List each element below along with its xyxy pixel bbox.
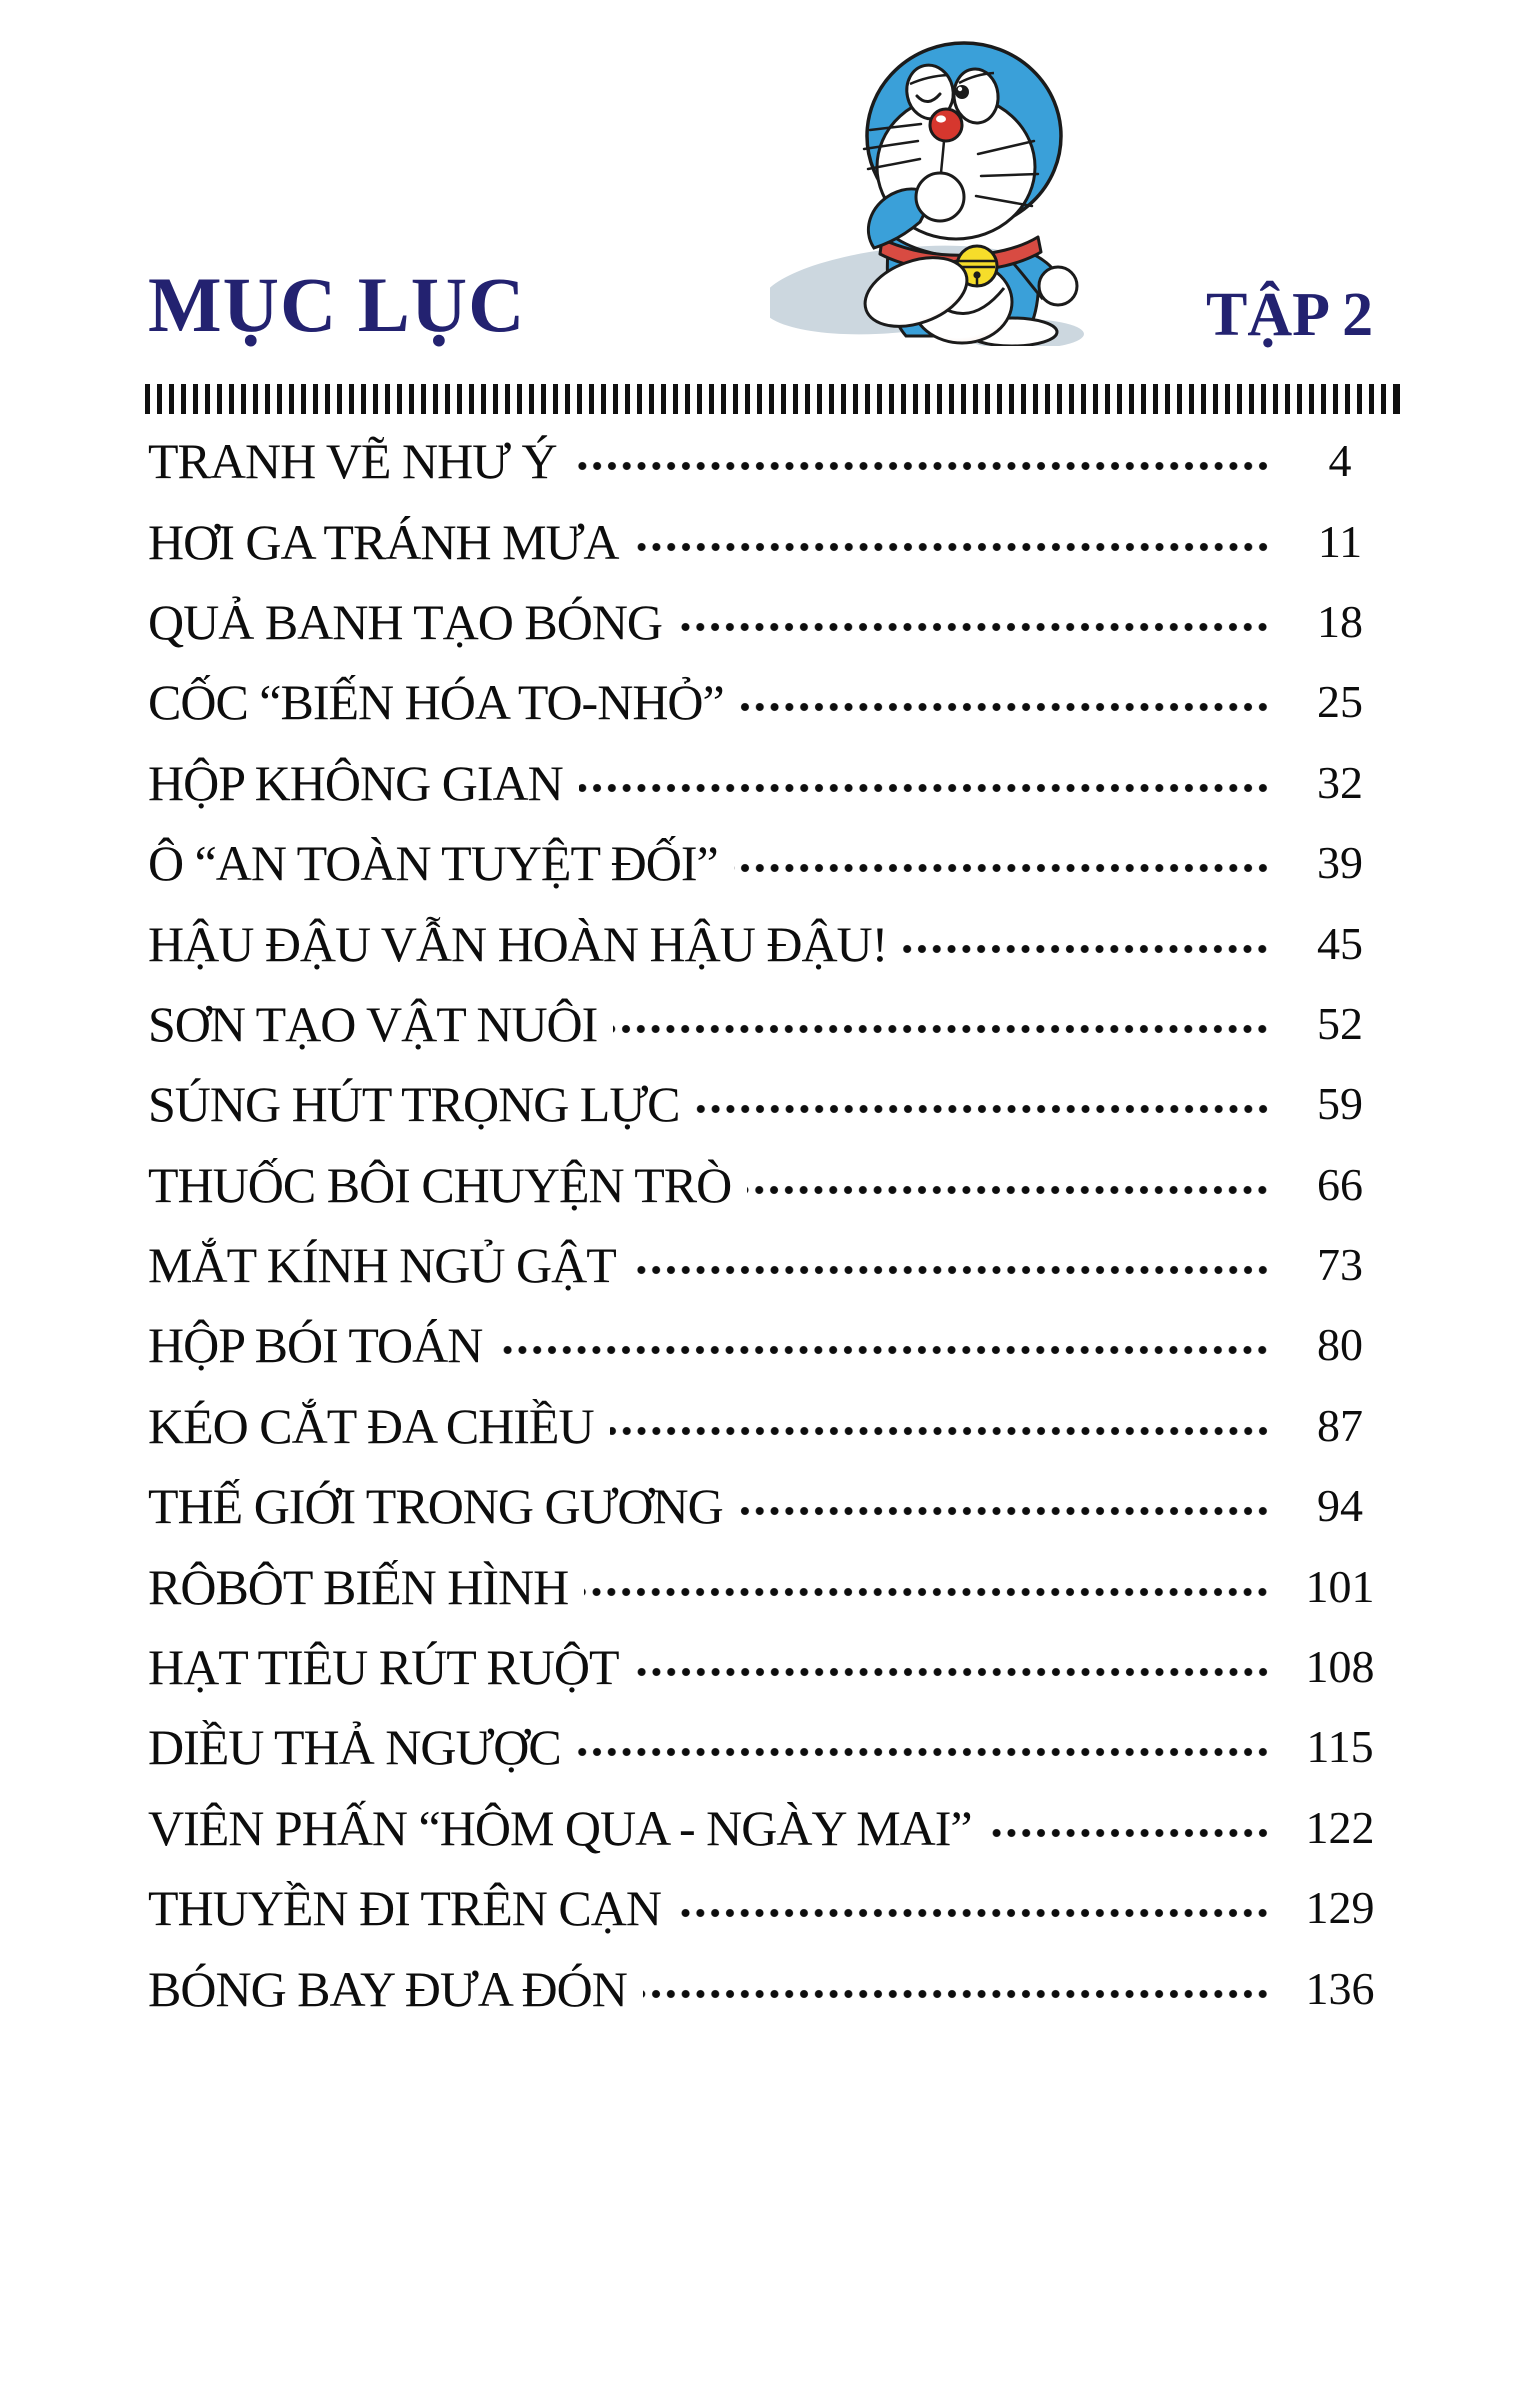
dot-leader [740, 701, 1270, 713]
toc-entry [148, 1868, 1396, 1948]
toc-entry-page-number: 11 [1317, 515, 1363, 567]
toc-entry [148, 1225, 1396, 1305]
toc-entry-title: CỐC “BIẾN HÓA TO-NHỎ” [148, 674, 724, 731]
toc-entry-page-number: 4 [1328, 435, 1352, 487]
dot-leader [739, 1505, 1270, 1517]
toc-entry [148, 1948, 1396, 2028]
dot-leader [577, 1746, 1270, 1758]
toc-list [148, 421, 1396, 2029]
toc-entry-page-number: 80 [1317, 1319, 1363, 1371]
toc-entry [148, 1707, 1396, 1787]
toc-entry [148, 1386, 1396, 1466]
toc-entry [148, 421, 1396, 501]
toc-entry-title: SÚNG HÚT TRỌNG LỰC [148, 1076, 680, 1133]
dot-leader [734, 862, 1270, 874]
toc-entry [148, 1627, 1396, 1707]
toc-entry [148, 662, 1396, 742]
dot-leader [584, 1586, 1270, 1598]
toc-entry-page-number: 52 [1317, 997, 1363, 1049]
toc-entry-page-number: 59 [1317, 1078, 1363, 1130]
toc-entry-title: TRANH VẼ NHƯ Ý [148, 433, 557, 490]
dot-leader [696, 1103, 1271, 1115]
toc-entry-page-number: 136 [1305, 1962, 1375, 2014]
toc-entry [148, 1064, 1396, 1144]
toc-entry [148, 984, 1396, 1064]
toc-entry-title: THẾ GIỚI TRONG GƯƠNG [148, 1478, 723, 1535]
toc-entry-page-number: 101 [1305, 1560, 1375, 1612]
toc-entry-title: THUYỀN ĐI TRÊN CẠN [148, 1880, 661, 1937]
dot-leader [677, 1907, 1270, 1919]
toc-entry [148, 1466, 1396, 1546]
dot-leader [635, 1666, 1271, 1678]
toc-entry-title: QUẢ BANH TẠO BÓNG [148, 593, 663, 650]
toc-entry-title: HƠI GA TRÁNH MƯA [148, 513, 619, 570]
toc-entry-title: VIÊN PHẤN “HÔM QUA - NGÀY MAI” [148, 1799, 972, 1856]
dot-leader [498, 1344, 1270, 1356]
toc-entry [148, 1546, 1396, 1626]
toc-entry [148, 823, 1396, 903]
toc-entry-page-number: 122 [1305, 1801, 1375, 1853]
toc-entry [148, 743, 1396, 823]
toc-entry [148, 903, 1396, 983]
toc-entry [148, 1305, 1396, 1385]
toc-entry [148, 1788, 1396, 1868]
toc-entry-page-number: 32 [1317, 756, 1363, 808]
toc-entry-page-number: 18 [1317, 595, 1363, 647]
toc-entry-page-number: 108 [1305, 1641, 1375, 1693]
dot-leader [903, 943, 1270, 955]
toc-entry-title: MẮT KÍNH NGỦ GẬT [148, 1237, 616, 1294]
page-title: MỤC LỤC [148, 261, 526, 348]
dot-leader [635, 541, 1271, 553]
toc-entry-page-number: 39 [1317, 837, 1363, 889]
dot-leader [632, 1264, 1270, 1276]
dot-leader [988, 1827, 1270, 1839]
dot-leader [747, 1184, 1270, 1196]
toc-entry-title: BÓNG BAY ĐƯA ĐÓN [148, 1960, 627, 2017]
toc-entry-page-number: 73 [1317, 1239, 1363, 1291]
barcode-divider [145, 384, 1400, 414]
toc-entry-title: HẬU ĐẬU VẪN HOÀN HẬU ĐẬU! [148, 915, 888, 972]
dot-leader [678, 621, 1270, 633]
toc-entry-title: KÉO CẮT ĐA CHIỀU [148, 1397, 594, 1454]
toc-entry-page-number: 115 [1306, 1721, 1374, 1773]
toc-entry-title: HẠT TIÊU RÚT RUỘT [148, 1639, 619, 1696]
toc-entry-page-number: 87 [1317, 1399, 1363, 1451]
volume-label: TẬP 2 [1206, 281, 1374, 349]
toc-entry-title: HỘP BÓI TOÁN [148, 1317, 483, 1374]
toc-entry-page-number: 45 [1317, 917, 1363, 969]
toc-entry-title: SƠN TẠO VẬT NUÔI [148, 995, 598, 1052]
dot-leader [643, 1988, 1270, 2000]
toc-entry-page-number: 25 [1317, 676, 1363, 728]
doraemon-illustration [770, 34, 1130, 346]
toc-entry-title: RÔBÔT BIẾN HÌNH [148, 1558, 569, 1615]
dot-leader [610, 1425, 1270, 1437]
toc-entry [148, 582, 1396, 662]
dot-leader [573, 460, 1270, 472]
toc-entry-page-number: 129 [1305, 1882, 1375, 1934]
dot-leader [579, 782, 1270, 794]
toc-entry [148, 1145, 1396, 1225]
toc-entry-title: THUỐC BÔI CHUYỆN TRÒ [148, 1156, 732, 1213]
toc-entry-page-number: 94 [1317, 1480, 1363, 1532]
toc-entry-title: DIỀU THẢ NGƯỢC [148, 1719, 561, 1776]
toc-entry-title: HỘP KHÔNG GIAN [148, 754, 563, 811]
dot-leader [613, 1023, 1270, 1035]
toc-entry-page-number: 66 [1317, 1158, 1363, 1210]
toc-entry [148, 501, 1396, 581]
toc-entry-title: Ô “AN TOÀN TUYỆT ĐỐI” [148, 835, 718, 892]
